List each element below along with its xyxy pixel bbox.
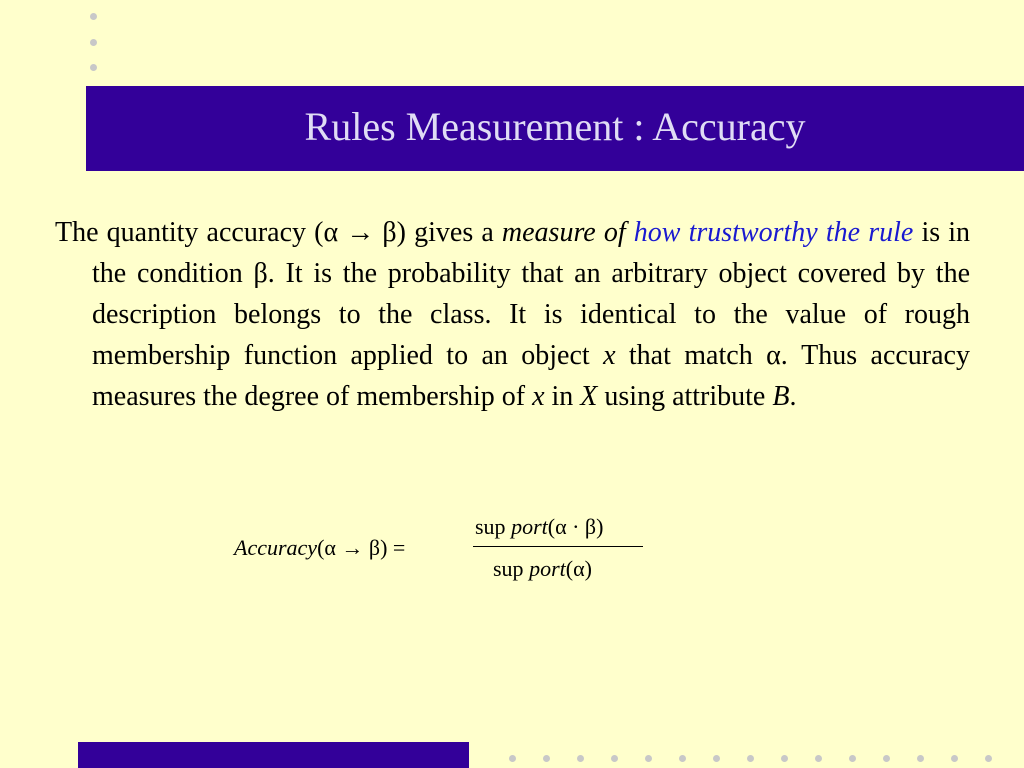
formula-lhs-args: (α → β) = [317,535,406,560]
decorative-dot [509,755,516,762]
decorative-dot [611,755,618,762]
body-text-segment: . Thus accuracy measures the degree of membership of [92,340,970,412]
sup-text: sup [475,514,506,539]
body-text-segment: . [789,381,797,412]
port-text: port [529,556,566,581]
body-text-segment: is in the condition [92,217,971,289]
decorative-dot [951,755,958,762]
decorative-dot [713,755,720,762]
decorative-dot [90,13,97,20]
decorative-dot [90,64,97,71]
fraction-bar [473,546,643,547]
decorative-dot [883,755,890,762]
formula-accuracy-name: Accuracy [234,535,318,560]
decorative-dot [679,755,686,762]
numerator-args: (α · β) [547,514,604,539]
arrow-symbol: → [338,217,383,248]
sup-text: sup [493,556,524,581]
beta-symbol: β [253,258,268,289]
emphasis-how-trustworthy: how trustworthy the rule [633,217,914,248]
beta-symbol: β [382,217,397,248]
formula-fraction [473,512,645,592]
decorative-dot [645,755,652,762]
formula-lhs [234,535,405,561]
space [626,217,634,248]
emphasis-measure-of: measure of [501,217,626,248]
title-bar [86,86,1024,171]
decorative-dot [985,755,992,762]
alpha-symbol: α [766,340,781,371]
decorative-dot [577,755,584,762]
denominator-args: (α) [565,556,592,581]
body-paragraph [55,212,970,417]
formula-numerator [475,514,603,540]
decorative-dot [543,755,550,762]
slide-title: Rules Measurement : Accuracy [304,103,806,149]
decorative-dot [747,755,754,762]
bottom-accent-bar [78,742,469,768]
variable-x: x [532,381,545,412]
variable-X: X [580,381,598,412]
body-text-segment: in [544,381,581,412]
body-text-segment: using attribute [597,381,773,412]
formula-denominator [493,556,592,582]
decorative-dot [90,39,97,46]
port-text: port [511,514,548,539]
body-text-segment: The quantity accuracy ( [55,217,324,248]
body-text-segment: ) gives a [396,217,502,248]
decorative-dot [815,755,822,762]
alpha-symbol: α [323,217,339,248]
decorative-dot [917,755,924,762]
accuracy-formula [234,512,654,592]
variable-B: B [772,381,790,412]
variable-x: x [603,340,616,371]
body-text-segment: that match [615,340,767,371]
body-text-segment: . It is the probability that an arbitrary object covered by the description belongs to the class. It is identical to the value of rough membership function applied to an object [92,258,970,371]
decorative-dot [781,755,788,762]
decorative-dot [849,755,856,762]
